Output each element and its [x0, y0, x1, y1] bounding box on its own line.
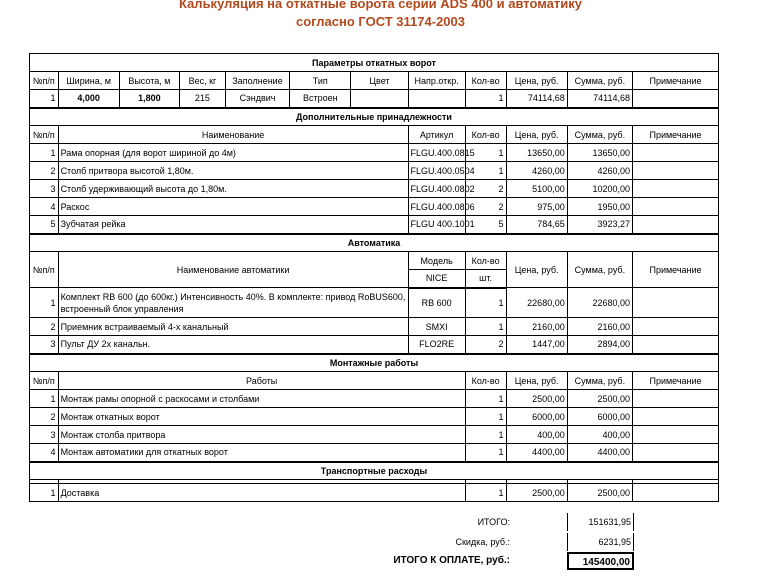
table-cell: 1 — [465, 90, 506, 108]
table-cell: Столб притвора высотой 1,80м. — [58, 162, 408, 180]
table-cell: Пульт ДУ 2х канальн. — [58, 336, 408, 354]
table-cell: 2500,00 — [506, 484, 567, 502]
table-cell: 13650,00 — [506, 144, 567, 162]
section-accessories — [30, 108, 719, 126]
total-value: 151631,95 — [567, 513, 634, 531]
table-header-row — [30, 126, 719, 144]
table-cell — [633, 408, 719, 426]
table-cell: 1 — [465, 484, 506, 502]
table-cell — [633, 318, 719, 336]
table-cell: 4260,00 — [567, 162, 632, 180]
table-cell: 1 — [30, 144, 59, 162]
table-cell: 1950,00 — [567, 198, 632, 216]
document-title: Калькуляция на откатные ворота серии ADS 400 и автоматику — [178, 0, 582, 11]
table-cell: 2160,00 — [567, 318, 632, 336]
section-installation — [30, 354, 719, 372]
table-row — [30, 390, 719, 408]
table-cell: 3 — [30, 426, 59, 444]
table-cell: Зубчатая рейка — [58, 216, 408, 234]
column-subheader: шт. — [465, 270, 506, 288]
table-cell — [633, 390, 719, 408]
column-subheader: NICE — [408, 270, 465, 288]
table-cell: 4260,00 — [506, 162, 567, 180]
table-cell: 10200,00 — [567, 180, 632, 198]
document-subtitle: согласно ГОСТ 31174-2003 — [296, 14, 465, 29]
column-header: Сумма, руб. — [567, 126, 632, 144]
table-cell: 2 — [465, 180, 506, 198]
payable-label: ИТОГО К ОПЛАТЕ, руб.: — [393, 555, 510, 566]
table-row — [30, 288, 719, 318]
column-header: Примечание — [633, 126, 719, 144]
total-row — [0, 513, 761, 531]
table-cell: 5 — [30, 216, 59, 234]
column-header: Наименование — [58, 126, 408, 144]
table-cell: 13650,00 — [567, 144, 632, 162]
table-cell: 2160,00 — [506, 318, 567, 336]
table-cell: 1 — [30, 484, 59, 502]
table-cell: FLGU.400.0802 — [408, 180, 465, 198]
column-header: Тип — [290, 72, 351, 90]
column-header: Кол-во — [465, 126, 506, 144]
table-cell: Приемник встраиваемый 4-х канальный — [58, 318, 408, 336]
table-cell: 3923,27 — [567, 216, 632, 234]
column-header: Цена, руб. — [506, 72, 567, 90]
section-transport — [30, 462, 719, 480]
table-cell — [633, 444, 719, 462]
table-cell — [633, 216, 719, 234]
table-cell: 4400,00 — [506, 444, 567, 462]
column-header: №п/п — [30, 72, 59, 90]
section-gate-parameters — [30, 54, 719, 72]
table-cell: RB 600 — [408, 288, 465, 318]
table-cell — [633, 180, 719, 198]
table-cell: 1 — [465, 144, 506, 162]
table-cell: 1 — [465, 162, 506, 180]
table-cell — [408, 90, 465, 108]
table-row — [30, 180, 719, 198]
column-header: Сумма, руб. — [567, 252, 632, 288]
table-cell: FLGU.400.0504 — [408, 162, 465, 180]
table-cell — [633, 288, 719, 318]
table-cell: 1 — [30, 390, 59, 408]
column-header: Артикул — [408, 126, 465, 144]
table-cell — [351, 90, 408, 108]
table-cell: Раскос — [58, 198, 408, 216]
discount-label: Скидка, руб.: — [455, 537, 510, 547]
total-label: ИТОГО: — [477, 517, 510, 527]
table-cell — [633, 144, 719, 162]
column-header: Примечание — [633, 372, 719, 390]
table-cell: 2500,00 — [567, 390, 632, 408]
column-header: Вес, кг — [179, 72, 225, 90]
table-cell: 3 — [30, 180, 59, 198]
discount-row — [0, 533, 761, 551]
section-title: Автоматика — [30, 234, 719, 252]
table-cell: 2894,00 — [567, 336, 632, 354]
table-header-row — [30, 72, 719, 90]
table-cell: FLGU.400.0806 — [408, 198, 465, 216]
column-header: Заполнение — [225, 72, 289, 90]
table-cell: FLGU.400.0815 — [408, 144, 465, 162]
table-cell: FLO2RE — [408, 336, 465, 354]
table-row — [30, 318, 719, 336]
table-cell: 22680,00 — [506, 288, 567, 318]
payable-value: 145400,00 — [567, 552, 634, 570]
table-row — [30, 216, 719, 234]
table-cell: FLGU 400.1001 — [408, 216, 465, 234]
column-header: Цвет — [351, 72, 408, 90]
table-cell: Комплект RB 600 (до 600кг.) Интенсивность 40%. В комплекте: привод RoBUS600, встроенный блок управления — [58, 288, 408, 318]
table-cell: 22680,00 — [567, 288, 632, 318]
table-cell: 4,000 — [58, 90, 119, 108]
table-cell: 1 — [30, 90, 59, 108]
table-row — [30, 408, 719, 426]
column-header: №п/п — [30, 126, 59, 144]
column-header: Цена, руб. — [506, 372, 567, 390]
table-cell: Сэндвич — [225, 90, 289, 108]
table-cell: Монтаж рамы опорной с раскосами и столбами — [58, 390, 465, 408]
table-row — [30, 198, 719, 216]
table-cell: 1 — [465, 426, 506, 444]
section-title: Дополнительные принадлежности — [30, 108, 719, 126]
column-header: Ширина, м — [58, 72, 119, 90]
table-cell: 400,00 — [506, 426, 567, 444]
table-cell: SMXI — [408, 318, 465, 336]
table-cell: Встроен — [290, 90, 351, 108]
table-cell: 74114,68 — [567, 90, 632, 108]
column-header: Напр.откр. — [408, 72, 465, 90]
calculation-table — [29, 53, 719, 502]
table-cell: 2500,00 — [567, 484, 632, 502]
column-header: Цена, руб. — [506, 252, 567, 288]
table-cell: Монтаж столба притвора — [58, 426, 465, 444]
column-header: Модель — [408, 252, 465, 270]
table-header-row — [30, 372, 719, 390]
column-header: Примечание — [633, 252, 719, 288]
table-row — [30, 162, 719, 180]
table-cell: 2 — [30, 318, 59, 336]
section-title: Параметры откатных ворот — [30, 54, 719, 72]
section-title: Транспортные расходы — [30, 462, 719, 480]
table-cell: Столб удерживающий высота до 1,80м. — [58, 180, 408, 198]
table-cell: 2 — [30, 408, 59, 426]
table-cell — [633, 90, 719, 108]
table-header-row — [30, 252, 719, 270]
table-cell — [633, 198, 719, 216]
table-cell: 1 — [465, 318, 506, 336]
table-cell — [633, 426, 719, 444]
table-cell: 5100,00 — [506, 180, 567, 198]
table-cell: 6000,00 — [567, 408, 632, 426]
table-cell — [633, 336, 719, 354]
table-cell: 215 — [179, 90, 225, 108]
table-row — [30, 444, 719, 462]
table-cell: 2 — [465, 336, 506, 354]
column-header: Сумма, руб. — [567, 372, 632, 390]
table-cell: Доставка — [58, 484, 465, 502]
column-header: №п/п — [30, 252, 59, 288]
table-cell: 1 — [30, 288, 59, 318]
column-header: Кол-во — [465, 372, 506, 390]
table-row — [30, 90, 719, 108]
table-cell: Рама опорная (для ворот шириной до 4м) — [58, 144, 408, 162]
table-cell — [633, 484, 719, 502]
table-row — [30, 144, 719, 162]
table-cell: 1 — [465, 408, 506, 426]
table-cell: 2 — [465, 198, 506, 216]
table-cell: 1 — [465, 288, 506, 318]
table-cell: Монтаж автоматики для откатных ворот — [58, 444, 465, 462]
table-cell: 4 — [30, 444, 59, 462]
column-header: Примечание — [633, 72, 719, 90]
column-header: Работы — [58, 372, 465, 390]
column-header: Наименование автоматики — [58, 252, 408, 288]
column-header: Сумма, руб. — [567, 72, 632, 90]
payable-row — [0, 552, 761, 570]
table-row — [30, 336, 719, 354]
table-cell: 400,00 — [567, 426, 632, 444]
table-row — [30, 426, 719, 444]
table-cell: 1447,00 — [506, 336, 567, 354]
table-cell: 1 — [465, 444, 506, 462]
column-header: Кол-во — [465, 252, 506, 270]
column-header: №п/п — [30, 372, 59, 390]
discount-value: 6231,95 — [567, 533, 634, 551]
table-cell: Монтаж откатных ворот — [58, 408, 465, 426]
table-row — [30, 484, 719, 502]
table-cell: 2 — [30, 162, 59, 180]
column-header: Высота, м — [119, 72, 179, 90]
table-cell: 1 — [465, 390, 506, 408]
section-automation — [30, 234, 719, 252]
table-cell: 2500,00 — [506, 390, 567, 408]
table-cell: 4400,00 — [567, 444, 632, 462]
table-cell: 4 — [30, 198, 59, 216]
table-cell: 784,65 — [506, 216, 567, 234]
table-cell: 1,800 — [119, 90, 179, 108]
table-cell: 5 — [465, 216, 506, 234]
column-header: Кол-во — [465, 72, 506, 90]
column-header: Цена, руб. — [506, 126, 567, 144]
section-title: Монтажные работы — [30, 354, 719, 372]
table-cell — [633, 162, 719, 180]
table-cell: 6000,00 — [506, 408, 567, 426]
table-cell: 3 — [30, 336, 59, 354]
table-cell: 74114,68 — [506, 90, 567, 108]
table-cell: 975,00 — [506, 198, 567, 216]
